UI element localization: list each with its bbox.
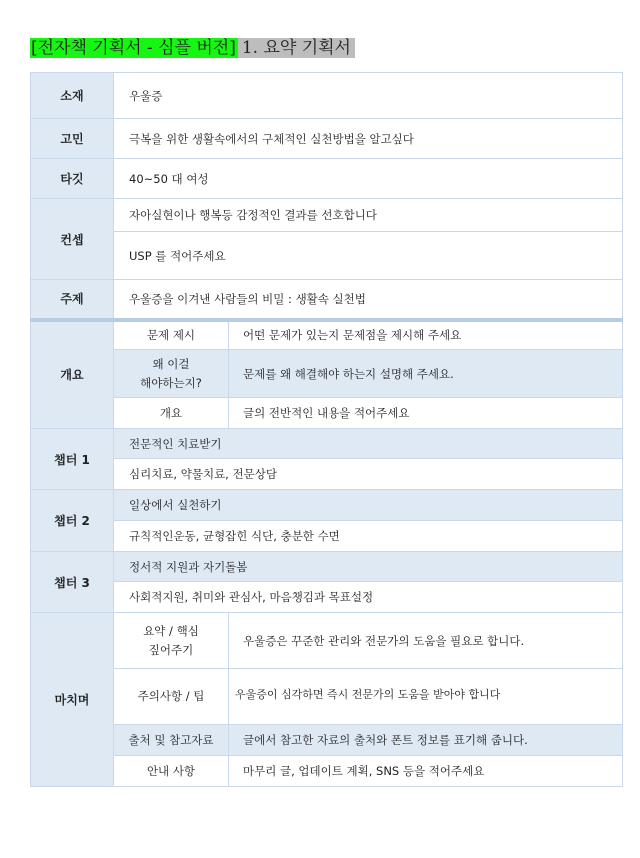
row-concept-1	[31, 199, 623, 232]
sub-label: 출처 및 참고자료	[114, 725, 229, 756]
row-topic	[31, 280, 623, 320]
row-target	[31, 159, 623, 199]
row-concern	[31, 119, 623, 159]
chapter-title: 정서적 지원과 자기돌봄	[114, 552, 623, 582]
document-title	[30, 37, 355, 60]
row-label: 마치며	[31, 613, 114, 787]
title-section: 1. 요약 기획서	[238, 38, 355, 58]
row-value: 40~50 대 여성	[114, 159, 623, 199]
row-closing-4	[31, 756, 623, 787]
row-label: 컨셉	[31, 199, 114, 280]
sub-value: 우울증이 심각하면 즉시 전문가의 도움을 받아야 합니다	[229, 669, 623, 725]
row-concept-2	[31, 232, 623, 280]
row-overview-2	[31, 350, 623, 398]
sub-label: 주의사항 / 팁	[114, 669, 229, 725]
row-label: 챕터 3	[31, 552, 114, 613]
sub-label: 왜 이걸 해야하는지?	[114, 350, 229, 398]
chapter-title: 일상에서 실천하기	[114, 490, 623, 521]
row-closing-3	[31, 725, 623, 756]
row-value: 자아실현이나 행복등 감정적인 결과를 선호합니다	[114, 199, 623, 232]
row-chapter3-2	[31, 582, 623, 613]
row-label: 소재	[31, 73, 114, 119]
row-chapter3-1	[31, 552, 623, 582]
sub-value: 글의 전반적인 내용을 적어주세요	[229, 398, 623, 429]
row-chapter2-1	[31, 490, 623, 521]
chapter-content: 사회적지원, 취미와 관심사, 마음챙김과 목표설정	[114, 582, 623, 613]
chapter-content: 심리치료, 약물치료, 전문상담	[114, 459, 623, 490]
row-chapter2-2	[31, 521, 623, 552]
sub-value: 글에서 참고한 자료의 출처와 폰트 정보를 표기해 줍니다.	[229, 725, 623, 756]
sub-label: 안내 사항	[114, 756, 229, 787]
sub-label: 문제 제시	[114, 320, 229, 350]
row-overview-1	[31, 320, 623, 350]
plan-summary-table	[30, 72, 623, 787]
row-label: 고민	[31, 119, 114, 159]
sub-label: 요약 / 핵심 짚어주기	[114, 613, 229, 669]
title-highlight: [전자책 기획서 - 심플 버전]	[31, 38, 236, 58]
row-material	[31, 73, 623, 119]
row-label: 챕터 2	[31, 490, 114, 552]
row-value: 우울증	[114, 73, 623, 119]
sub-value: 어떤 문제가 있는지 문제점을 제시해 주세요	[229, 320, 623, 350]
row-value: USP 를 적어주세요	[114, 232, 623, 280]
row-chapter1-2	[31, 459, 623, 490]
row-overview-3	[31, 398, 623, 429]
row-chapter1-1	[31, 429, 623, 459]
sub-label: 개요	[114, 398, 229, 429]
sub-value: 마무리 글, 업데이트 계획, SNS 등을 적어주세요	[229, 756, 623, 787]
chapter-title: 전문적인 치료받기	[114, 429, 623, 459]
row-label: 챕터 1	[31, 429, 114, 490]
row-label: 타깃	[31, 159, 114, 199]
row-label: 주제	[31, 280, 114, 320]
sub-value: 우울증은 꾸준한 관리와 전문가의 도움을 필요로 합니다.	[229, 613, 623, 669]
row-value: 우울증을 이겨낸 사람들의 비밀 : 생활속 실천법	[114, 280, 623, 320]
row-value: 극복을 위한 생활속에서의 구체적인 실천방법을 알고싶다	[114, 119, 623, 159]
sub-value: 문제를 왜 해결해야 하는지 설명해 주세요.	[229, 350, 623, 398]
chapter-content: 규칙적인운동, 균형잡힌 식단, 충분한 수면	[114, 521, 623, 552]
row-closing-1	[31, 613, 623, 669]
row-label: 개요	[31, 320, 114, 429]
row-closing-2	[31, 669, 623, 725]
